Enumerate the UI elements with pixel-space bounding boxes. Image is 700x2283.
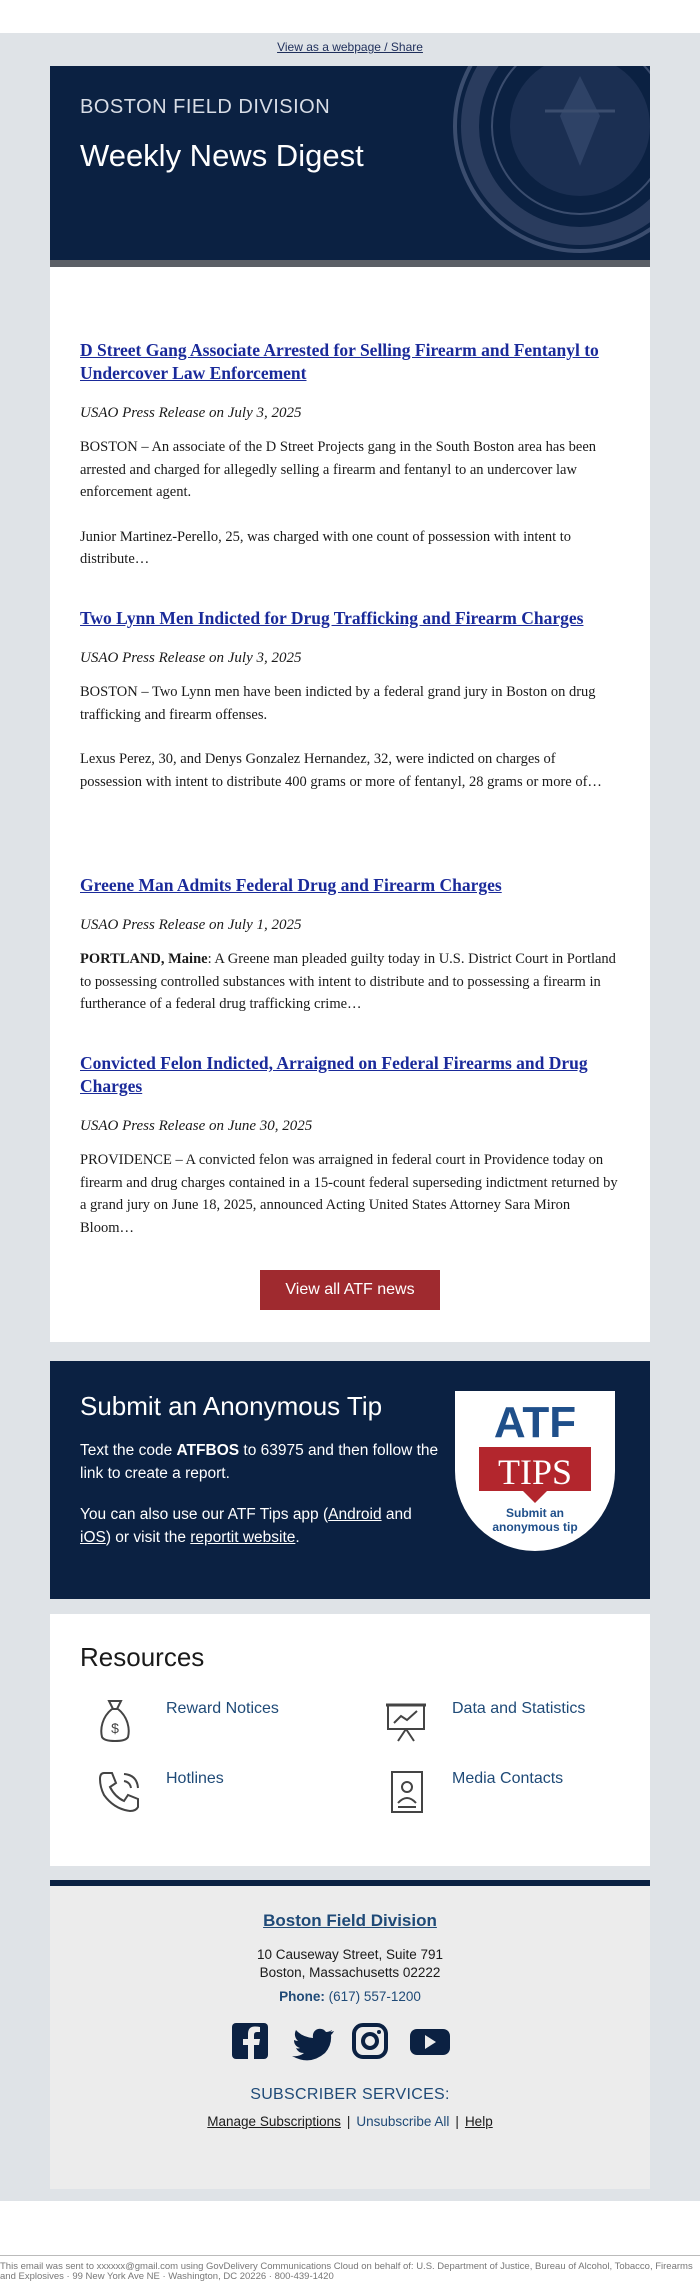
footer-division-link[interactable]: Boston Field Division [263, 1911, 437, 1930]
view-all-news-button[interactable]: View all ATF news [260, 1270, 440, 1310]
footer-phone [50, 1989, 650, 2004]
logo-tips-text: TIPS [497, 1452, 573, 1492]
link-separator: | [346, 2114, 351, 2129]
social-links [50, 2021, 650, 2066]
article-source: USAO Press Release on July 1, 2025 [80, 917, 302, 933]
manage-subscriptions-link[interactable]: Manage Subscriptions [207, 2114, 341, 2129]
logo-sub2: anonymous tip [492, 1520, 578, 1534]
anonymous-tip-section [50, 1361, 650, 1599]
footer-address [50, 1946, 650, 1982]
article-1 [80, 339, 620, 571]
article-paragraph: PROVIDENCE – A convicted felon was arraigned in federal court in Providence today on firearm and drug charges contained in a 15-count federal superseding indictment returned by a grand jury on June 18, 2025, announced Acting United States Attorney Sara Miron Bloom… [80, 1152, 618, 1236]
resource-media-contacts-link[interactable]: Media Contacts [452, 1770, 564, 1787]
contact-card-icon [389, 1769, 425, 1815]
article-2 [80, 607, 620, 793]
tip-app-mid: ) or visit the [105, 1529, 191, 1546]
article-4 [80, 1052, 620, 1239]
subscriber-links [50, 2114, 650, 2129]
article-paragraph: BOSTON – Two Lynn men have been indicted by a federal grand jury in Boston on drug trafficking and firearm offenses. [80, 684, 596, 723]
tip-app-pre: You can also use our ATF Tips app ( [80, 1506, 329, 1523]
unsubscribe-all-link[interactable]: Unsubscribe All [356, 2114, 450, 2129]
tip-code: ATFBOS [176, 1442, 240, 1459]
tip-text-pre: Text the code [80, 1442, 177, 1459]
android-link[interactable]: Android [328, 1506, 382, 1523]
logo-sub1: Submit an [505, 1506, 565, 1520]
header-banner [50, 66, 650, 266]
subscriber-services-heading: SUBSCRIBER SERVICES: [250, 2086, 450, 2103]
article-title-link[interactable]: Convicted Felon Indicted, Arraigned on Federal Firearms and Drug Charges [80, 1053, 588, 1096]
tip-text-post: to 63975 and then follow the link to create a report. [80, 1442, 439, 1482]
legal-disclaimer: This email was sent to xxxxxx@gmail.com using GovDelivery Communications Cloud on behalf of: U.S. Department of Justice, Bureau of Alcohol, Tobacco, Firearms and Explosives · 99 New York Ave NE · Washington, DC 20226 · 800-439-1420 [0, 2255, 700, 2282]
article-title-link[interactable]: D Street Gang Associate Arrested for Selling Firearm and Fentanyl to Undercover Law Enforcement [80, 340, 599, 383]
tip-text [80, 1439, 440, 1485]
twitter-icon[interactable] [292, 2029, 334, 2061]
tip-app-end: . [295, 1529, 300, 1546]
article-title-link[interactable]: Two Lynn Men Indicted for Drug Trafficking and Firearm Charges [80, 608, 584, 628]
reportit-website-link[interactable]: reportit website [190, 1529, 296, 1546]
resource-data-statistics-link[interactable]: Data and Statistics [452, 1700, 586, 1717]
tip-app-text [80, 1503, 440, 1549]
instagram-icon[interactable] [354, 2025, 386, 2057]
ios-link[interactable]: iOS [80, 1529, 106, 1546]
logo-atf-text: ATF [493, 1398, 577, 1447]
link-separator: | [455, 2114, 459, 2129]
article-source: USAO Press Release on July 3, 2025 [80, 650, 302, 666]
top-white-bar [0, 0, 700, 33]
resource-reward-notices-link[interactable]: Reward Notices [166, 1700, 279, 1717]
money-bag-icon [98, 1699, 132, 1743]
address-line-2: Boston, Massachusetts 02222 [259, 1965, 441, 1980]
atf-tips-logo-icon[interactable] [455, 1391, 615, 1551]
article-source: USAO Press Release on July 3, 2025 [80, 405, 302, 421]
phone-number[interactable]: (617) 557-1200 [324, 1989, 421, 2004]
phone-icon [98, 1769, 142, 1813]
header-division: BOSTON FIELD DIVISION [80, 96, 331, 118]
news-section [50, 267, 650, 1342]
resource-hotlines-link[interactable]: Hotlines [166, 1770, 224, 1787]
article-paragraph [80, 948, 620, 1016]
footer-section [50, 1880, 650, 2189]
atf-seal-icon [450, 66, 650, 256]
article-paragraph: BOSTON – An associate of the D Street Projects gang in the South Boston area has been arrested and charged for allegedly selling a firearm and fentanyl to an undercover law enforcement agent. [80, 439, 597, 500]
phone-label: Phone: [279, 1989, 325, 2004]
tip-and: and [381, 1506, 412, 1523]
facebook-icon[interactable] [232, 2023, 268, 2059]
article-3 [80, 874, 620, 1016]
svg-text:$: $ [111, 1720, 119, 1736]
youtube-icon[interactable] [410, 2029, 450, 2055]
article-paragraph: Junior Martinez-Perello, 25, was charged with one count of possession with intent to distribute… [80, 528, 572, 567]
header-title: Weekly News Digest [80, 138, 364, 173]
resources-heading: Resources [80, 1642, 205, 1672]
article-title-link[interactable]: Greene Man Admits Federal Drug and Firearm Charges [80, 875, 502, 895]
tip-heading: Submit an Anonymous Tip [80, 1391, 383, 1421]
header-divider [50, 260, 650, 267]
resources-section [50, 1614, 650, 1866]
help-link[interactable]: Help [464, 2114, 493, 2129]
presentation-chart-icon [385, 1701, 427, 1743]
address-line-1: 10 Causeway Street, Suite 791 [256, 1947, 444, 1962]
article-source: USAO Press Release on June 30, 2025 [80, 1118, 313, 1134]
article-paragraph: Lexus Perez, 30, and Denys Gonzalez Hernandez, 32, were indicted on charges of possession with intent to distribute 400 grams or more of fentanyl, 28 grams or more of… [80, 751, 602, 790]
view-as-webpage-link[interactable]: View as a webpage / Share [277, 40, 423, 54]
article-dateline: PORTLAND, Maine [80, 951, 208, 967]
social-icons [230, 2021, 470, 2061]
article-text: : A Greene man pleaded guilty today in U.S. District Court in Portland to possessing controlled substances with intent to distribute and to possessing a firearm in furtherance of a federal drug trafficking crime… [80, 951, 616, 1012]
